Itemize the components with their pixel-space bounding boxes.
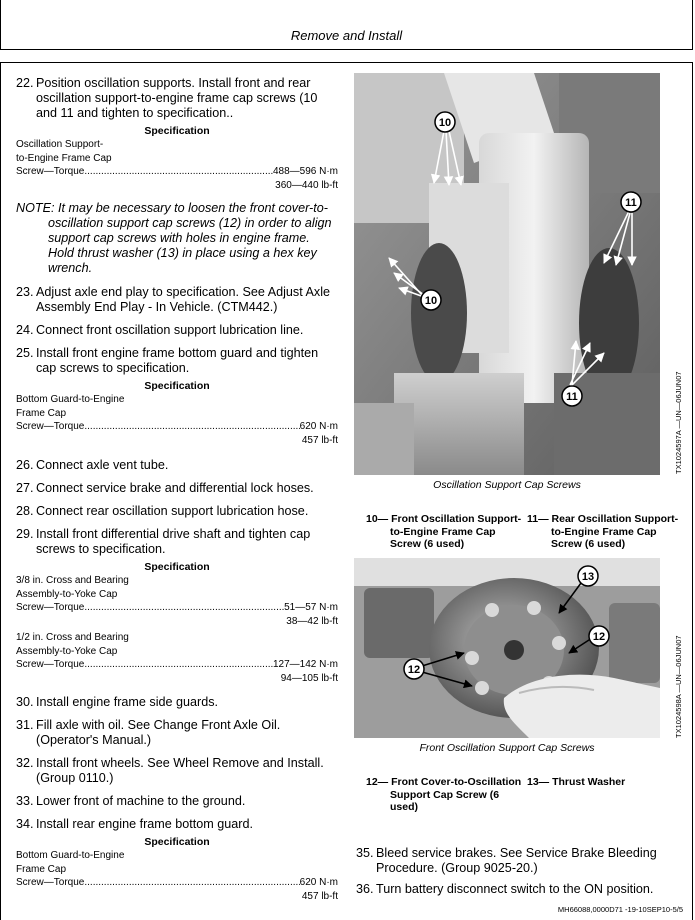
spec-label: Bottom Guard-to-Engine (16, 850, 125, 861)
step-26: 26. Connect axle vent tube. (16, 458, 169, 472)
figure-id-1: TX1024597A —UN—06JUN07 (674, 371, 683, 474)
spec-block-4 (16, 836, 338, 904)
spec-label: Frame Cap (16, 407, 67, 419)
spec-label: 1/2 in. Cross and Bearing (16, 632, 129, 643)
figure-caption-2: Front Oscillation Support Cap Screws (419, 742, 595, 754)
callout-label: 12 (592, 631, 606, 643)
spec-alt-value: 94—105 lb-ft (280, 673, 338, 684)
note: NOTE: It may be necessary to loosen the front cover-to-oscillation support cap screws (12) in order to align support cap screws with holes in engine frame. Hold thrust washer (13) in place using a hex key wrench. (16, 201, 332, 275)
spec-row: Screw—Torque ..... 127—142 N·m (16, 658, 338, 672)
step-22: 22. Position oscillation supports. Install front and rear oscillation support-to-engine frame cap screws (10 and 11 and tighten to specification.. (16, 76, 318, 120)
spec-alt-value: 457 lb-ft (301, 891, 338, 902)
spec-label: Assembly-to-Yoke Cap (16, 645, 118, 657)
callout-label: 10 (424, 295, 438, 307)
footer-code: MH66088,0000D71 -19-10SEP10-5/5 (557, 905, 683, 914)
spec-block-3 (16, 561, 338, 686)
left-column (16, 76, 338, 904)
spec-label: Bottom Guard-to-Engine (16, 394, 125, 405)
step-28: 28. Connect rear oscillation support lubrication hose. (16, 504, 309, 518)
oscillation-support-photo (354, 73, 660, 475)
spec-label: to-Engine Frame Cap (16, 152, 112, 164)
callout-label: 10 (438, 117, 452, 129)
figure-caption-1: Oscillation Support Cap Screws (433, 479, 581, 491)
spec-heading: Specification (144, 836, 210, 848)
callout-label: 13 (581, 571, 595, 583)
front-oscillation-photo (354, 558, 660, 738)
figure-id-2: TX1024598A —UN—06JUN07 (674, 635, 683, 738)
step-34: 34. Install rear engine frame bottom guard. (16, 817, 254, 831)
callout-label: 12 (407, 664, 421, 676)
spec-heading: Specification (144, 125, 210, 137)
step-31: 31. Fill axle with oil. See Change Front Axle Oil. (Operator's Manual.) (16, 718, 281, 747)
callout-label: 11 (566, 391, 578, 403)
spec-label: Frame Cap (16, 863, 67, 875)
step-29: 29. Install front differential drive shaft and tighten cap screws to specification. (16, 527, 311, 556)
step-35: 35. Bleed service brakes. See Service Brake Bleeding Procedure. (Group 9025-20.) (356, 846, 657, 875)
step-32: 32. Install front wheels. See Wheel Remove and Install. (Group 0110.) (16, 756, 324, 785)
legend-item-13: 13— Thrust Washer (527, 776, 626, 788)
spec-row: Screw—Torque ..... 620 N·m (16, 876, 338, 890)
spec-label: Oscillation Support- (16, 139, 104, 150)
spec-label: 3/8 in. Cross and Bearing (16, 575, 129, 586)
legend-item-12: 12— Front Cover-to-Oscillation Support Cap Screw (6 used) (366, 776, 522, 813)
spec-block-2 (16, 380, 338, 448)
spec-row: Screw—Torque ..... 620 N·m (16, 420, 338, 434)
photo-illustration (354, 558, 660, 738)
step-30: 30. Install engine frame side guards. (16, 695, 219, 709)
step-24: 24. Connect front oscillation support lubrication line. (16, 323, 304, 337)
legend-item-10: 10— Front Oscillation Support-to-Engine Frame Cap Screw (6 used) (366, 513, 522, 550)
legend-item-11: 11— Rear Oscillation Support-to-Engine Frame Cap Screw (6 used) (527, 513, 679, 550)
step-25: 25. Install front engine frame bottom guard and tighten cap screws to specification. (16, 346, 319, 375)
spec-alt-value: 38—42 lb-ft (286, 616, 338, 627)
photo-illustration (354, 73, 660, 475)
spec-label: Assembly-to-Yoke Cap (16, 588, 118, 600)
callout-label: 11 (625, 197, 637, 209)
step-36: 36. Turn battery disconnect switch to the ON position. (356, 882, 654, 896)
step-33: 33. Lower front of machine to the ground. (16, 794, 246, 808)
spec-alt-value: 360—440 lb-ft (275, 180, 338, 191)
page-header (0, 0, 693, 50)
spec-row: Screw—Torque ..... 51—57 N·m (16, 601, 338, 615)
spec-block-1 (16, 125, 338, 193)
step-23: 23. Adjust axle end play to specification. See Adjust Axle Assembly End Play - In Vehicle. (CTM442.) (16, 285, 331, 314)
spec-heading: Specification (144, 380, 210, 392)
header-title: Remove and Install (290, 28, 403, 43)
spec-alt-value: 457 lb-ft (301, 435, 338, 446)
step-27: 27. Connect service brake and differential lock hoses. (16, 481, 314, 495)
spec-row: Screw—Torque ..... 488—596 N·m (16, 165, 338, 179)
spec-heading: Specification (144, 561, 210, 573)
